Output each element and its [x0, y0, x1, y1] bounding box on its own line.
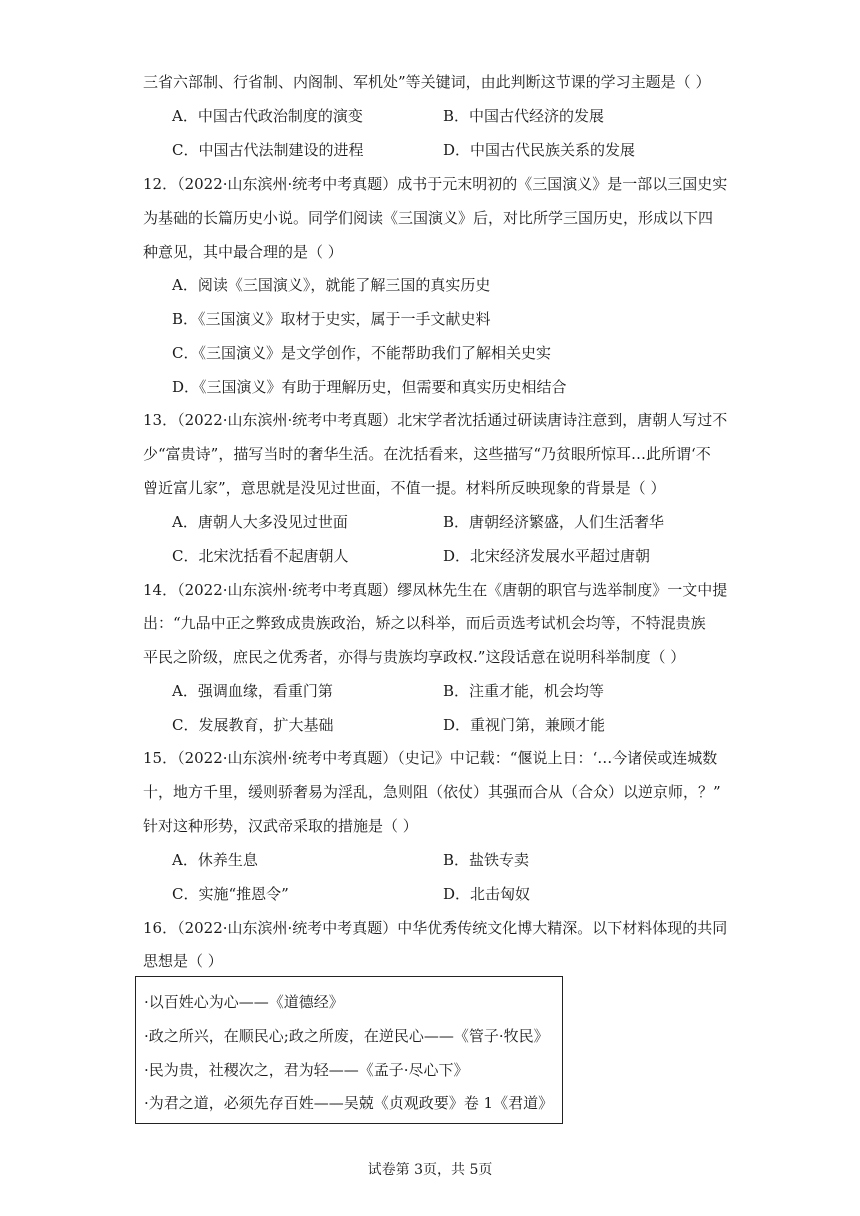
q11-option-b: B．中国古代经济的发展: [443, 107, 605, 125]
q16-material-line-4: ·为君之道，必须先存百姓——吴兢《贞观政要》卷 1《君道》: [144, 1094, 554, 1112]
q12-option-b: B．《三国演义》取材于史实，属于一手文献史料: [172, 310, 491, 328]
q14-option-b: B．注重才能，机会均等: [443, 682, 605, 700]
q13-option-c: C．北宋沈括看不起唐朝人: [172, 547, 349, 565]
q14-stem-line-1: 14．（2022·山东滨州·统考中考真题）缪凤林先生在《唐朝的职官与选举制度》一文中提: [143, 581, 728, 599]
q14-stem-line-2: 出：“九品中正之弊致成贵族政治，矫之以科举，而后贡选考试机会均等，不特混贵族: [143, 614, 706, 632]
q13-option-b: B．唐朝经济繁盛，人们生活奢华: [443, 513, 665, 531]
q12-stem-line-2: 为基础的长篇历史小说。同学们阅读《三国演义》后，对比所学三国历史，形成以下四: [143, 209, 714, 227]
q11-option-a: A．中国古代政治制度的演变: [172, 107, 363, 125]
q11-option-d: D．中国古代民族关系的发展: [443, 141, 636, 159]
q16-material-line-2: ·政之所兴，在顺民心;政之所废，在逆民心——《管子·牧民》: [144, 1027, 549, 1045]
q15-stem-line-1: 15．（2022·山东滨州·统考中考真题）（史记》中记载：“偃说上日：‘…今诸侯或连城数: [143, 749, 718, 767]
q16-stem-line-2: 思想是（ ）: [143, 952, 223, 970]
q11-option-c: C．中国古代法制建设的进程: [172, 141, 364, 159]
q12-option-a: A．阅读《三国演义》，就能了解三国的真实历史: [172, 276, 491, 294]
q15-stem-line-3: 针对这种形势，汉武帝采取的措施是（ ）: [143, 817, 418, 835]
page-footer: 试卷第 3页，共 5页: [367, 1162, 493, 1178]
q15-option-c: C．实施“推恩令”: [172, 885, 289, 903]
q13-stem-line-3: 曾近富儿家”，意思就是没见过世面，不值一提。材料所反映现象的背景是（ ）: [143, 479, 666, 497]
q16-material-box: [135, 976, 563, 1124]
q14-stem-line-3: 平民之阶级，庶民之优秀者，亦得与贵族均享政权.”这段话意在说明科举制度（ ）: [143, 648, 686, 666]
q13-option-a: A．唐朝人大多没见过世面: [172, 513, 348, 531]
q15-stem-line-2: 十，地方千里，缓则骄奢易为淫乱，急则阻（依仗）其强而合从（合众）以逆京师，？”: [143, 783, 721, 801]
q12-option-d: D．《三国演义》有助于理解历史，但需要和真实历史相结合: [172, 378, 567, 396]
q11-stem-line: 三省六部制、行省制、内阁制、军机处”等关键词，由此判断这节课的学习主题是（ ）: [143, 73, 711, 91]
q14-option-a: A．强调血缘，看重门第: [172, 682, 333, 700]
q16-material-line-3: ·民为贵，社稷次之，君为轻——《孟子·尽心下》: [144, 1061, 469, 1079]
q15-option-b: B．盐铁专卖: [443, 851, 530, 869]
q13-stem-line-2: 少“富贵诗”，描写当时的奢华生活。在沈括看来，这些描写“乃贫眼所惊耳…此所谓‘不: [143, 445, 711, 463]
q16-stem-line-1: 16．（2022·山东滨州·统考中考真题）中华优秀传统文化博大精深。以下材料体现的共同: [143, 919, 728, 937]
q12-stem-line-1: 12．（2022·山东滨州·统考中考真题）成书于元末明初的《三国演义》是一部以三国史实: [143, 175, 728, 193]
q12-option-c: C．《三国演义》是文学创作，不能帮助我们了解相关史实: [172, 344, 551, 362]
q13-option-d: D．北宋经济发展水平超过唐朝: [443, 547, 651, 565]
q14-option-d: D．重视门第，兼顾才能: [443, 716, 606, 734]
q13-stem-line-1: 13．（2022·山东滨州·统考中考真题）北宋学者沈括通过研读唐诗注意到，唐朝人写过不: [143, 411, 728, 429]
q12-stem-line-3: 种意见，其中最合理的是（ ）: [143, 243, 343, 261]
q15-option-a: A．休养生息: [172, 851, 258, 869]
q15-option-d: D．北击匈奴: [443, 885, 531, 903]
q14-option-c: C．发展教育，扩大基础: [172, 716, 334, 734]
q16-material-line-1: ·以百姓心为心——《道德经》: [144, 993, 344, 1011]
